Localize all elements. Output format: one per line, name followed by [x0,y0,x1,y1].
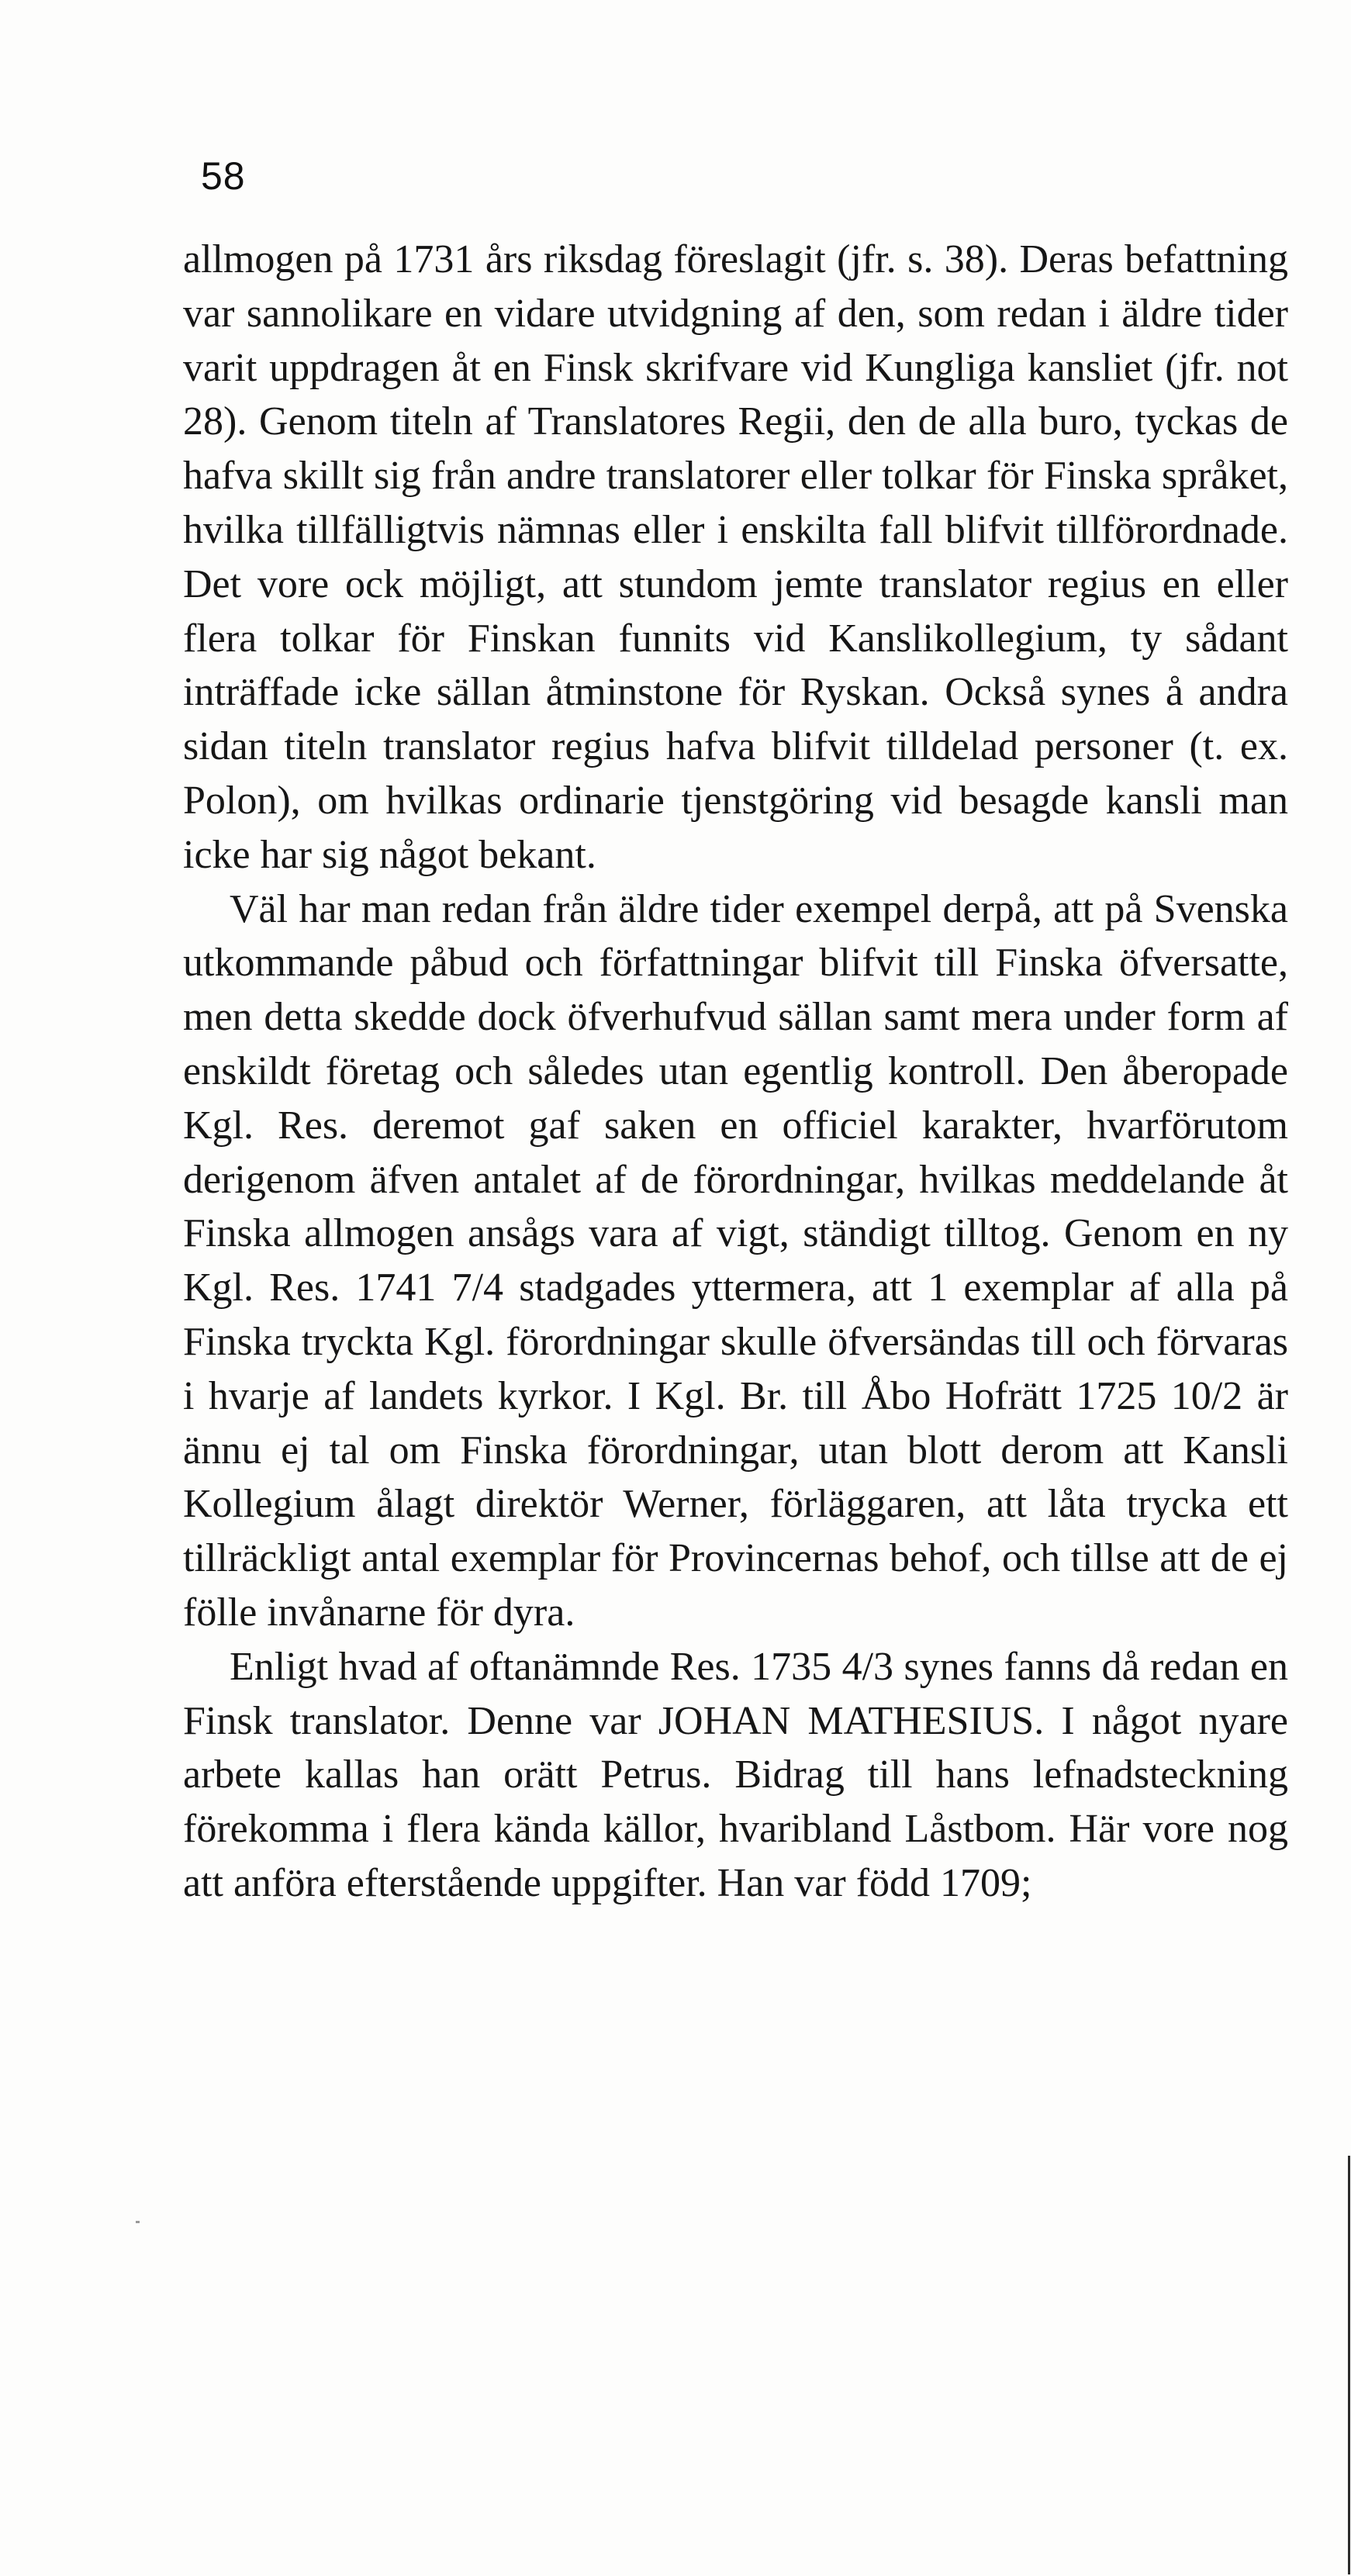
page-edge-line [1348,2156,1350,2574]
scan-speck [136,2221,140,2223]
paragraph-3: Enligt hvad af oftanämnde Res. 1735 4/3 synes fanns då redan en Finsk translator. Denne var JOHAN MATHESIUS. I något nyare arbete kallas han orätt Petrus. Bidrag till hans lefnadsteckning förekomma i flera kända källor, hvaribland Låstbom. Här vore nog att anföra efterstående uppgifter. Han var född 1709; [183,1644,1288,1905]
body-text [183,233,1288,1911]
paragraph-1: allmogen på 1731 års riksdag föreslagit (jfr. s. 38). Deras befattning var sannolikare en vidare utvidgning af den, som redan i äldre tider varit uppdragen åt en Finsk skrifvare vid Kungliga kansliet (jfr. not 28). Genom titeln af Translatores Regii, den de alla buro, tyckas de hafva skillt sig från andre translatorer eller tolkar för Finska språket, hvilka tillfälligtvis nämnas eller i enskilta fall blifvit tillförordnade. Det vore ock möjligt, att stundom jemte translator regius en eller flera tolkar för Finskan funnits vid Kanslikollegium, ty sådant inträffade icke sällan åtminstone för Ryskan. Också synes å andra sidan titeln translator regius hafva blifvit tilldelad personer (t. ex. Polon), om hvilkas ordinarie tjenstgöring vid besagde kansli man icke har sig något bekant. [183,237,1288,877]
paragraph-2: Väl har man redan från äldre tider exempel derpå, att på Svenska utkommande påbud och författningar blifvit till Finska öfversatte, men detta skedde dock öfverhufvud sällan samt mera under form af enskildt företag och således utan egentlig kontroll. Den åberopade Kgl. Res. deremot gaf saken en officiel karakter, hvarförutom derigenom äfven antalet af de förordningar, hvilkas meddelande åt Finska allmogen ansågs vara af vigt, ständigt tilltog. Genom en ny Kgl. Res. 1741 7/4 stadgades yttermera, att 1 exemplar af alla på Finska tryckta Kgl. förordningar skulle öfversändas till och förvaras i hvarje af landets kyrkor. I Kgl. Br. till Åbo Hofrätt 1725 10/2 är ännu ej tal om Finska förordningar, utan blott derom att Kansli Kollegium ålagt direktör Werner, förläggaren, att låta trycka ett tillräckligt antal exemplar för Provincernas behof, och tillse att de ej fölle invånarne för dyra. [183,886,1288,1635]
page-number: 58 [201,154,246,198]
